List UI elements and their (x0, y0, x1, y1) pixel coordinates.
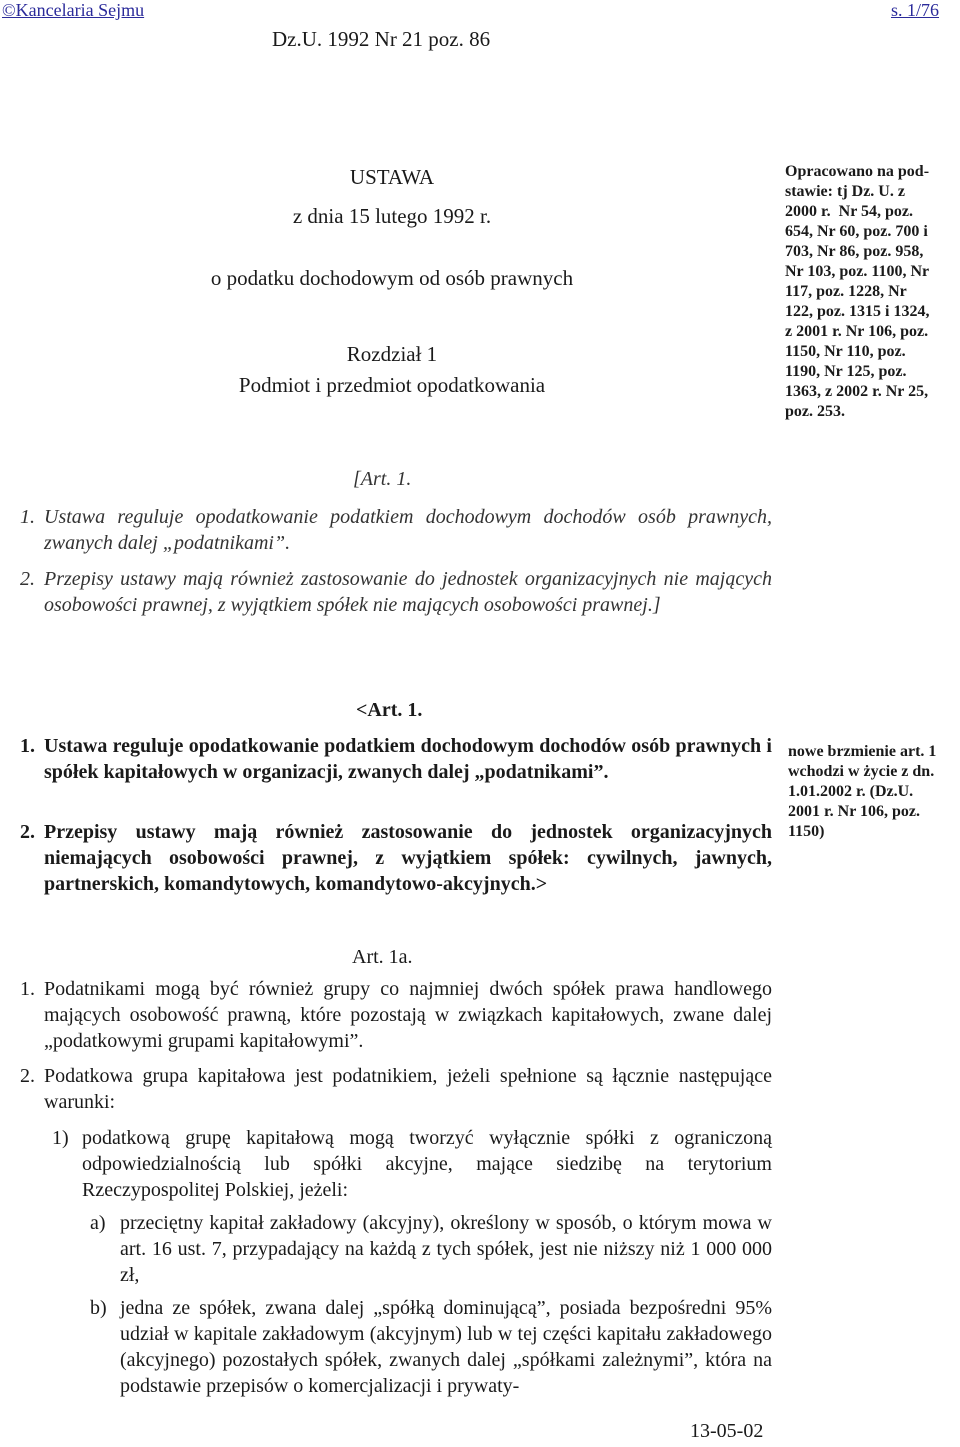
new-article-1-para1-number: 1. (20, 735, 35, 757)
chapter-number: Rozdział 1 (346, 342, 438, 366)
page-number-link[interactable]: s. 1/76 (891, 0, 940, 20)
article-1a-item1-number: 1) (52, 1127, 69, 1149)
journal-reference: Dz.U. 1992 Nr 21 poz. 86 (272, 27, 491, 51)
old-article-1-para2-number: 2. (20, 568, 35, 590)
article-1a-para2: Podatkowa grupa kapitałowa jest podatnikiem, jeżeli spełnione są łącznie następujące warunki: (44, 1065, 772, 1113)
margin-note-amendment: nowe brzmienie art. 1 wchodzi w życie z dn. 1.01.2002 r. (Dz.U. 2001 r. Nr 106, poz. 1150) (788, 743, 937, 840)
old-article-1-para1: Ustawa reguluje opodatkowanie podatkiem dochodowym dochodów osób prawnych, zwanych dalej „podatnikami”. (44, 506, 772, 554)
article-1a-para1: Podatnikami mogą być również grupy co najmniej dwóch spółek prawa handlowego mających osobowość prawną, które pozostają w związkach kapitałowych, zwane dalej „podatkowymi grupami kapitałowymi”. (44, 978, 772, 1052)
new-article-1-para2: Przepisy ustawy mają również zastosowanie do jednostek organizacyjnych niemających osobowości prawnej, z wyjątkiem spółek: cywilnych, jawnych, partnerskich, komandytowych, komandytowo-akcyjnych.> (44, 821, 772, 895)
article-1a-para1-number: 1. (20, 978, 35, 1000)
old-article-1-para1-number: 1. (20, 506, 35, 528)
article-1a-item-a: przeciętny kapitał zakładowy (akcyjny), określony w sposób, o którym mowa w art. 16 ust. 7, przypadający na każdą z tych spółek, jest nie niższy niż 1 000 000 zł, (120, 1212, 772, 1286)
document-date: z dnia 15 lutego 1992 r. (292, 204, 492, 228)
old-article-1-title: [Art. 1. (353, 468, 412, 490)
document-subject: o podatku dochodowym od osób prawnych (210, 266, 574, 290)
new-article-1-para2-number: 2. (20, 821, 35, 843)
new-article-1-para1: Ustawa reguluje opodatkowanie podatkiem dochodowym dochodów osób prawnych i spółek kapitałowych w organizacji, zwanych dalej „podatnikami”. (44, 735, 772, 783)
article-1a-item-b-label: b) (90, 1297, 107, 1319)
chapter-title: Podmiot i przedmiot opodatkowania (238, 373, 546, 397)
new-article-1-title: <Art. 1. (356, 699, 423, 721)
article-1a-item1: podatkową grupę kapitałową mogą tworzyć wyłącznie spółki z ograniczoną odpowiedzialnością lub spółki akcyjne, mające siedzibę na terytorium Rzeczypospolitej Polskiej, jeżeli: (82, 1127, 772, 1201)
article-1a-item-a-label: a) (90, 1212, 106, 1234)
kancelaria-sejmu-link[interactable]: ©Kancelaria Sejmu (2, 0, 145, 20)
article-1a-title: Art. 1a. (352, 946, 413, 968)
article-1a-para2-number: 2. (20, 1065, 35, 1087)
old-article-1-para2: Przepisy ustawy mają również zastosowanie do jednostek organizacyjnych nie mających osobowości prawnej, z wyjątkiem spółek nie mających osobowości prawnej.] (44, 568, 772, 616)
footer-date: 13-05-02 (690, 1420, 764, 1442)
document-type: USTAWA (349, 165, 435, 189)
article-1a-item-b: jedna ze spółek, zwana dalej „spółką dominującą”, posiada bezpośredni 95% udział w kapitale zakładowym (akcyjnym) lub w tej części kapitału zakładowego (akcyjnego) pozostałych spółek, zwanych dalej „spółkami zależnymi”, która na podstawie przepisów o komercjalizacji i prywaty- (120, 1297, 772, 1397)
margin-note-source: Opracowano na pod- stawie: tj Dz. U. z 2000 r. Nr 54, poz. 654, Nr 60, poz. 700 i 703, Nr 86, poz. 958, Nr 103, poz. 1100, Nr 117, poz. 1228, Nr 122, poz. 1315 i 1324, z 2001 r. Nr 106, poz. 1150, Nr 110, poz. 1190, Nr 125, poz. 1363, z 2002 r. Nr 25, poz. 253. (785, 163, 930, 420)
